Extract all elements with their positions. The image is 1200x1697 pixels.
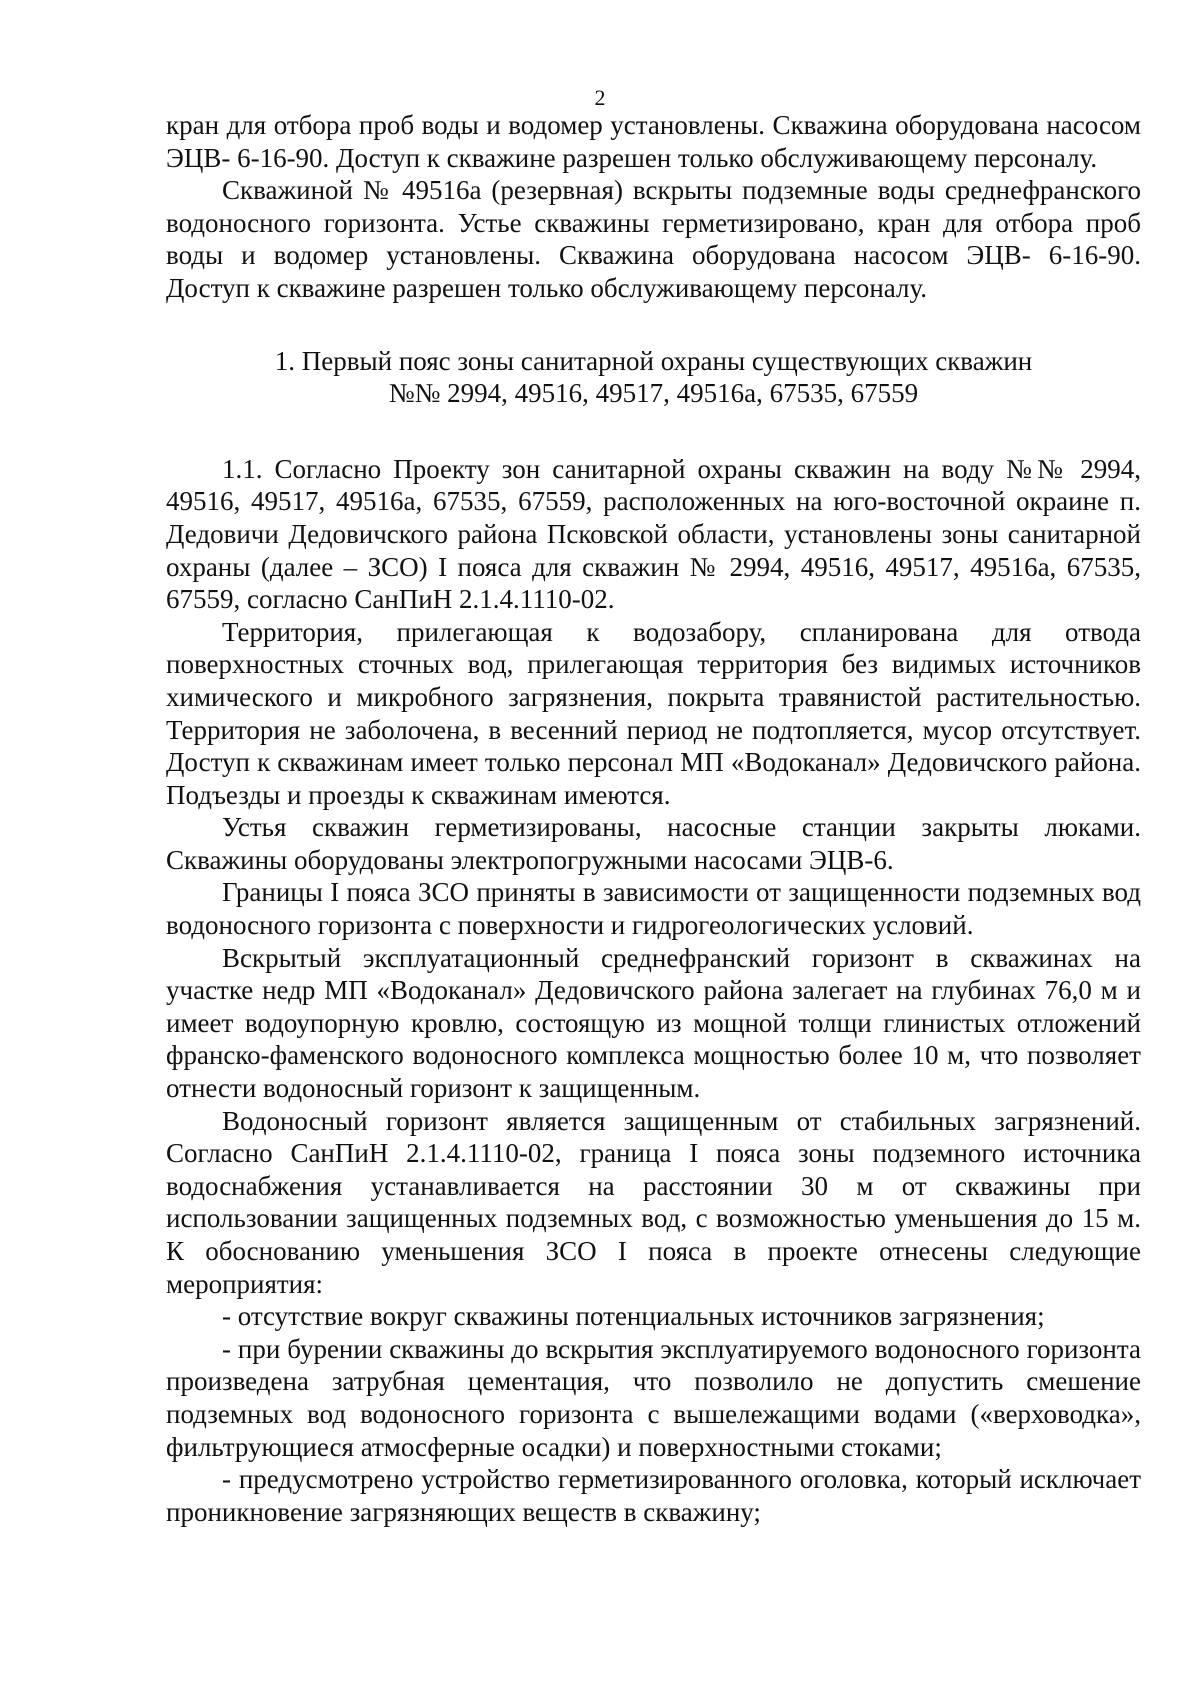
- paragraph: Скважиной № 49516а (резервная) вскрыты подземные воды среднефранского водоносного горизонта. Устье скважины герметизировано, кран для отбора проб воды и водомер установлены. Скважина оборудована насосом ЭЦВ- 6-16-90. Доступ к скважине разрешен только обслуживающему персоналу.: [166, 175, 1141, 303]
- paragraph: Вскрытый эксплуатационный среднефранский горизонт в скважинах на участке недр МП «Водоканал» Дедовичского района залегает на глубинах 76,0 м и имеет водоупорную кровлю, состоящую из мощной толщи глинистых отложений франско-фаменского водоносного комплекса мощностью более 10 м, что позволяет отнести водоносный горизонт к защищенным.: [166, 942, 1141, 1104]
- page-number: 2: [594, 85, 606, 110]
- section-heading-line: №№ 2994, 49516, 49517, 49516а, 67535, 67559: [388, 378, 919, 409]
- paragraph: Устья скважин герметизированы, насосные станции закрыты люками. Скважины оборудованы электропогружными насосами ЭЦВ-6.: [166, 812, 1141, 875]
- paragraph: Территория, прилегающая к водозабору, спланирована для отвода поверхностных сточных вод, прилегающая территория без видимых источников химического и микробного загрязнения, покрыта травянистой растительностью. Территория не заболочена, в весенний период не подтопляется, мусор отсутствует. Доступ к скважинам имеет только персонал МП «Водоканал» Дедовичского района. Подъезды и проезды к скважинам имеются.: [166, 616, 1141, 810]
- paragraph: 1.1. Согласно Проекту зон санитарной охраны скважин на воду №№ 2994, 49516, 49517, 49516а, 67535, 67559, расположенных на юго-восточной окраине п. Дедовичи Дедовичского района Псковской области, установлены зоны санитарной охраны (далее – ЗСО) I пояса для скважин № 2994, 49516, 49517, 49516а, 67535, 67559, согласно СанПиН 2.1.4.1110-02.: [166, 453, 1141, 615]
- paragraph: Водоносный горизонт является защищенным от стабильных загрязнений. Согласно СанПиН 2.1.4.1110-02, граница I пояса зоны подземного источника водоснабжения устанавливается на расстоянии 30 м от скважины при использовании защищенных подземных вод, с возможностью уменьшения до 15 м. К обоснованию уменьшения ЗСО I пояса в проекте отнесены следующие мероприятия:: [166, 1105, 1141, 1299]
- section-heading: [166, 345, 1141, 410]
- paragraph: кран для отбора проб воды и водомер установлены. Скважина оборудована насосом ЭЦВ- 6-16-90. Доступ к скважине разрешен только обслуживающему персоналу.: [166, 110, 1141, 173]
- list-item: - предусмотрено устройство герметизированного оголовка, который исключает проникновение загрязняющих веществ в скважину;: [166, 1464, 1141, 1527]
- list-item: - отсутствие вокруг скважины потенциальных источников загрязнения;: [222, 1301, 1045, 1332]
- section-heading-line: 1. Первый пояс зоны санитарной охраны существующих скважин: [274, 345, 1033, 376]
- list-item: - при бурении скважины до вскрытия эксплуатируемого водоносного горизонта произведена затрубная цементация, что позволило не допустить смешение подземных вод водоносного горизонта с вышележащими водами («верховодка», фильтрующиеся атмосферные осадки) и поверхностными стоками;: [166, 1333, 1141, 1462]
- paragraph: Границы I пояса ЗСО приняты в зависимости от защищенности подземных вод водоносного горизонта с поверхности и гидрогеологических условий.: [166, 877, 1141, 941]
- document-body: [166, 109, 1141, 1528]
